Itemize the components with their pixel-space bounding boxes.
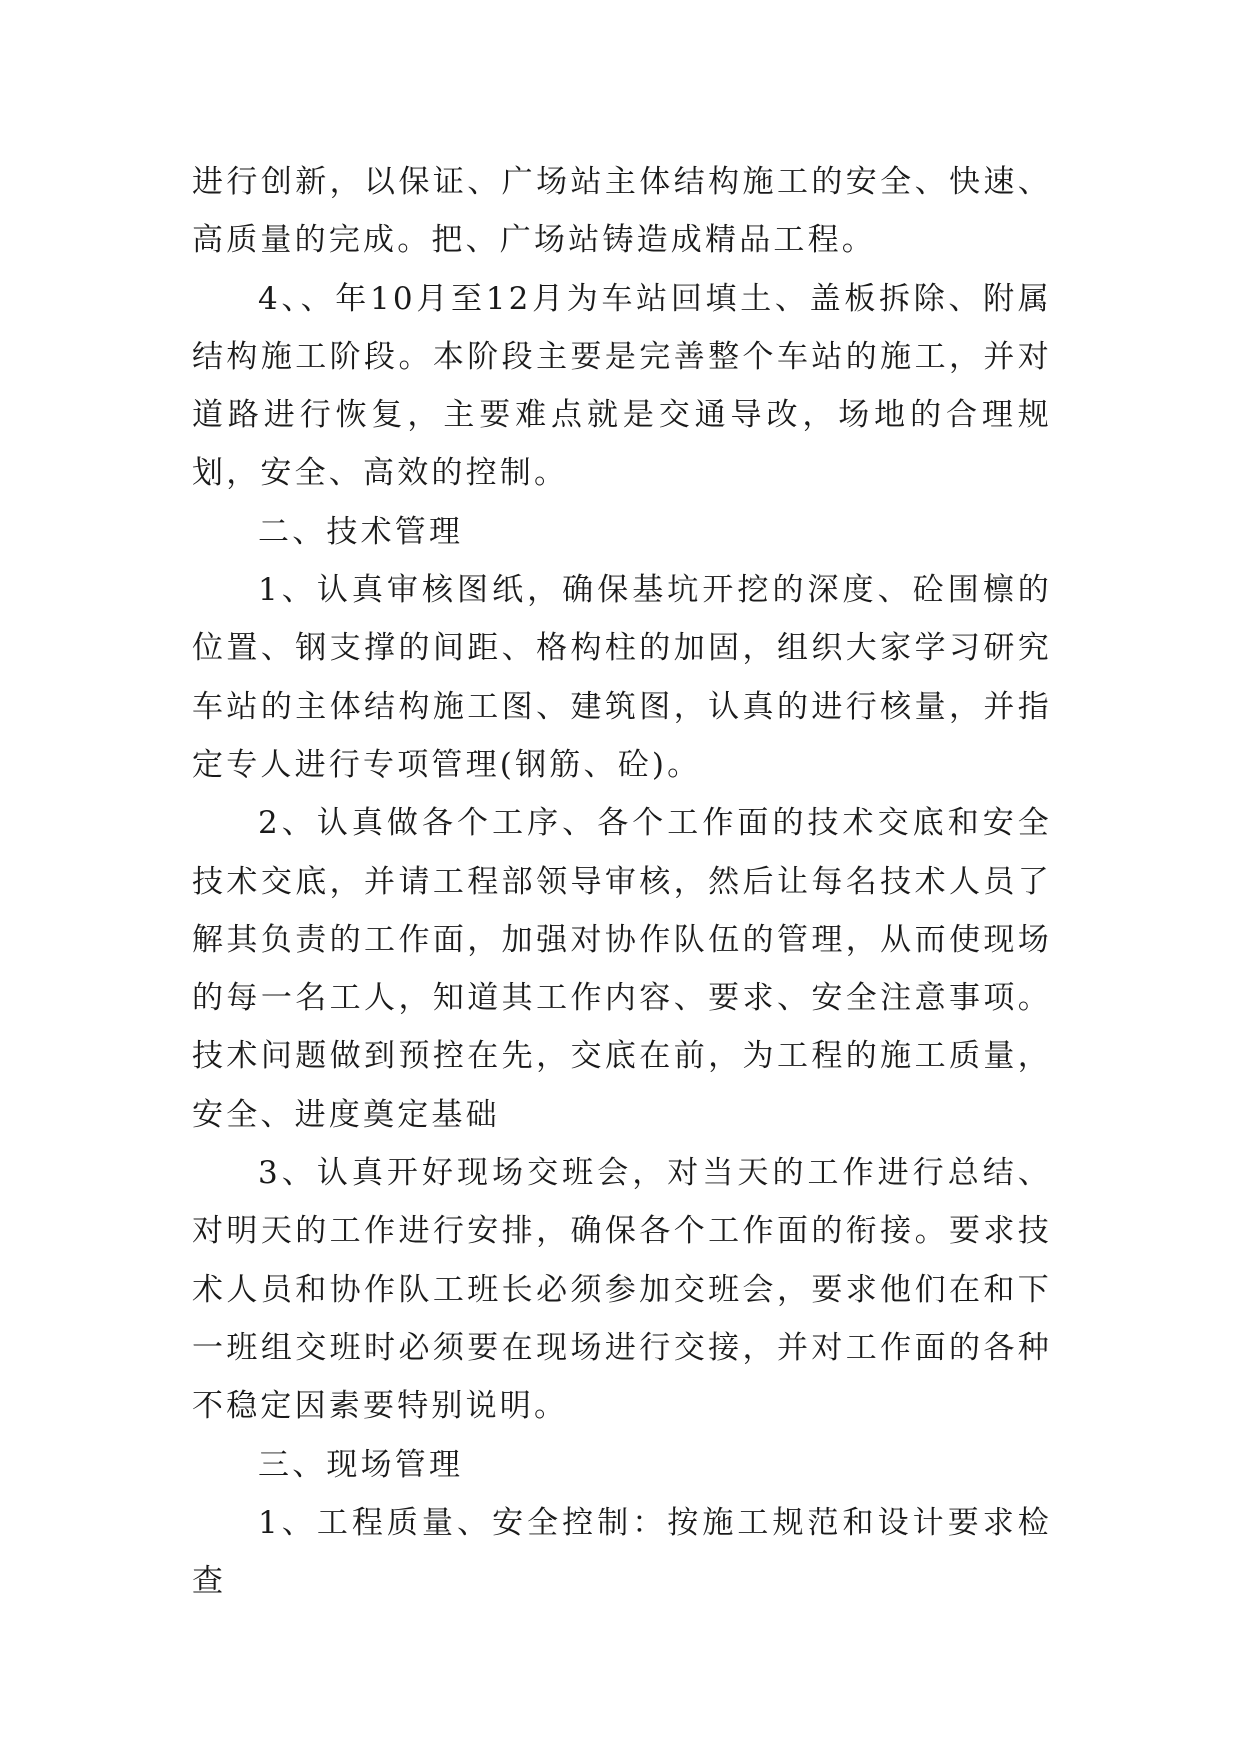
paragraph-technical-3: 3、认真开好现场交班会，对当天的工作进行总结、对明天的工作进行安排，确保各个工作面的衔接。要求技术人员和协作队工班长必须参加交班会，要求他们在和下一班组交班时必须要在现场进行交接，并对工作面的各种不稳定因素要特别说明。 bbox=[192, 1155, 1052, 1425]
paragraph-site-1: 1、工程质量、安全控制：按施工规范和设计要求检查 bbox=[192, 1504, 1052, 1600]
document-body bbox=[192, 153, 1052, 1610]
paragraph-continuation: 进行创新，以保证、广场站主体结构施工的安全、快速、高质量的完成。把、广场站铸造成精品工程。 bbox=[192, 164, 1052, 259]
paragraph-technical-2: 2、认真做各个工序、各个工作面的技术交底和安全技术交底，并请工程部领导审核，然后让每名技术人员了解其负责的工作面，加强对协作队伍的管理，从而使现场的每一名工人，知道其工作内容、要求、安全注意事项。技术问题做到预控在先，交底在前，为工程的施工质量，安全、进度奠定基础 bbox=[192, 805, 1052, 1133]
section-heading-site-management: 三、现场管理 bbox=[258, 1446, 464, 1483]
paragraph-phase-4: 4、、年10月至12月为车站回填土、盖板拆除、附属结构施工阶段。本阶段主要是完善整个车站的施工，并对道路进行恢复，主要难点就是交通导改，场地的合理规划，安全、高效的控制。 bbox=[192, 280, 1052, 492]
section-heading-technical-management: 二、技术管理 bbox=[258, 513, 464, 550]
paragraph-technical-1: 1、认真审核图纸，确保基坑开挖的深度、砼围檩的位置、钢支撑的间距、格构柱的加固，组织大家学习研究车站的主体结构施工图、建筑图，认真的进行核量，并指定专人进行专项管理(钢筋、砼)。 bbox=[192, 572, 1052, 783]
